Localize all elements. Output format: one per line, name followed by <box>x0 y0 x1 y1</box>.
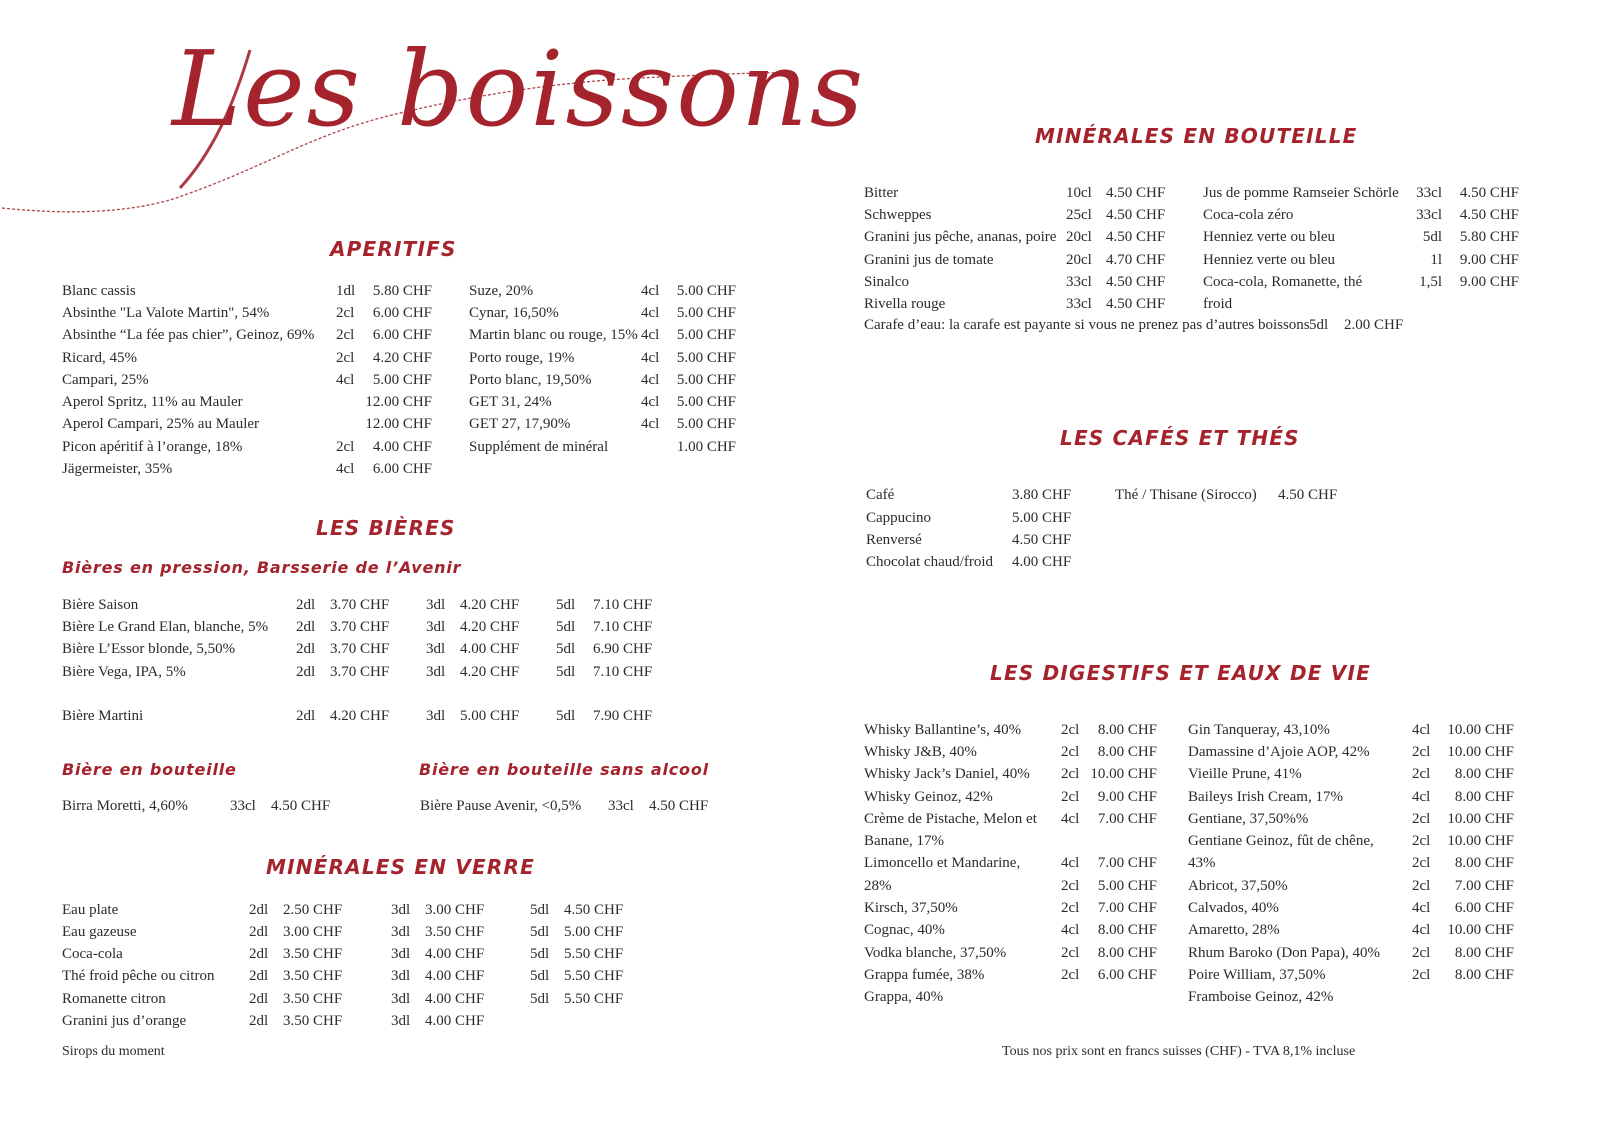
cafe-price: 4.00 CHF <box>1012 554 1072 570</box>
aperitif-price: 5.00 CHF <box>676 350 736 366</box>
digestif-qty: 4cl <box>1412 789 1431 805</box>
digestif-qty: 4cl <box>1061 922 1080 938</box>
minerale-price: 4.50 CHF <box>564 902 624 918</box>
biere-qty: 5dl <box>556 641 576 657</box>
cafe-name: Cappucino <box>866 510 931 526</box>
aperitif-price: 5.00 CHF <box>676 305 736 321</box>
biere-qty: 3dl <box>426 664 446 680</box>
biere-sans-alcool-price: 4.50 CHF <box>649 798 709 814</box>
minerale-name: Jus de pomme Ramseier Schörle <box>1203 185 1399 201</box>
aperitif-name: GET 31, 24% <box>469 394 552 410</box>
minerale-name: Thé froid pêche ou citron <box>62 968 215 984</box>
biere-qty: 2dl <box>296 641 316 657</box>
biere-price: 6.90 CHF <box>593 641 653 657</box>
digestif-name: Amaretto, 28% <box>1188 922 1280 938</box>
minerale-qty: 5dl <box>530 968 550 984</box>
digestifs-title: LES DIGESTIFS ET EAUX DE VIE <box>990 661 1371 685</box>
biere-bouteille-price: 4.50 CHF <box>271 798 331 814</box>
minerale-name: Romanette citron <box>62 991 166 1007</box>
aperitif-name: Campari, 25% <box>62 372 149 388</box>
minerale-price: 3.50 CHF <box>425 924 485 940</box>
aperitif-price: 5.00 CHF <box>676 416 736 432</box>
minerale-qty: 2dl <box>249 902 269 918</box>
digestif-qty: 4cl <box>1061 855 1080 871</box>
minerale-price: 2.50 CHF <box>283 902 343 918</box>
digestif-qty: 4cl <box>1412 922 1431 938</box>
biere-price: 3.70 CHF <box>330 597 390 613</box>
digestif-price: 8.00 CHF <box>1097 922 1157 938</box>
digestif-qty: 4cl <box>1061 811 1080 827</box>
digestif-qty: 2cl <box>1061 945 1080 961</box>
aperitif-price: 4.20 CHF <box>372 350 432 366</box>
cafe-name: Café <box>866 487 895 503</box>
minerale-qty: 2dl <box>249 968 269 984</box>
minerale-price: 4.50 CHF <box>1106 207 1166 223</box>
biere-bouteille-qty: 33cl <box>230 798 256 814</box>
aperitif-price: 5.00 CHF <box>676 372 736 388</box>
biere-qty: 2dl <box>296 619 316 635</box>
aperitif-name: Absinthe “La fée pas chier”, Geinoz, 69% <box>62 327 315 343</box>
minerale-price: 3.50 CHF <box>283 946 343 962</box>
biere-price: 7.10 CHF <box>593 664 653 680</box>
biere-name: Bière L’Essor blonde, 5,50% <box>62 641 236 657</box>
aperitif-name: Suze, 20% <box>469 283 534 299</box>
digestif-name: Calvados, 40% <box>1188 900 1279 916</box>
minerale-price: 5.50 CHF <box>564 968 624 984</box>
minerale-price: 4.00 CHF <box>425 991 485 1007</box>
digestif-name: Whisky Geinoz, 42% <box>864 789 993 805</box>
minerale-name: froid <box>1203 296 1233 312</box>
digestif-price: 10.00 CHF <box>1447 744 1514 760</box>
cafe-name: Chocolat chaud/froid <box>866 554 994 570</box>
digestif-price: 10.00 CHF <box>1447 922 1514 938</box>
digestif-name: Limoncello et Mandarine, <box>864 855 1021 871</box>
minerale-qty: 3dl <box>391 924 411 940</box>
digestif-name: Whisky Ballantine’s, 40% <box>864 722 1022 738</box>
footer-note: Tous nos prix sont en francs suisses (CHF) - TVA 8,1% incluse <box>1002 1044 1356 1059</box>
aperitif-qty: 2cl <box>336 439 355 455</box>
cafe-price: 5.00 CHF <box>1012 510 1072 526</box>
aperitif-name: Cynar, 16,50% <box>469 305 559 321</box>
the-price: 4.50 CHF <box>1278 487 1338 503</box>
digestif-qty: 2cl <box>1061 789 1080 805</box>
biere-name: Bière Le Grand Elan, blanche, 5% <box>62 619 269 635</box>
minerale-price: 9.00 CHF <box>1459 274 1519 290</box>
digestif-name: Whisky Jack’s Daniel, 40% <box>864 766 1030 782</box>
digestif-price: 8.00 CHF <box>1454 766 1514 782</box>
minerale-qty: 1l <box>1430 252 1442 268</box>
biere-name: Bière Vega, IPA, 5% <box>62 664 186 680</box>
biere-qty: 3dl <box>426 597 446 613</box>
sirops-note: Sirops du moment <box>62 1044 165 1059</box>
minerale-qty: 5dl <box>530 946 550 962</box>
digestif-name: Grappa fumée, 38% <box>864 967 985 983</box>
digestif-name: Cognac, 40% <box>864 922 945 938</box>
aperitif-name: Ricard, 45% <box>62 350 137 366</box>
digestif-price: 10.00 CHF <box>1447 811 1514 827</box>
minerale-name: Coca-cola <box>62 946 123 962</box>
aperitif-qty: 4cl <box>641 283 660 299</box>
aperitif-qty: 1dl <box>336 283 356 299</box>
minerale-qty: 2dl <box>249 946 269 962</box>
aperitif-price: 1.00 CHF <box>676 439 736 455</box>
minerale-qty: 33cl <box>1416 185 1442 201</box>
digestif-price: 8.00 CHF <box>1454 789 1514 805</box>
aperitif-name: Absinthe "La Valote Martin", 54% <box>62 305 270 321</box>
digestif-price: 8.00 CHF <box>1097 722 1157 738</box>
minerale-price: 5.80 CHF <box>1459 229 1519 245</box>
digestif-qty: 2cl <box>1412 744 1431 760</box>
aperitif-price: 5.00 CHF <box>372 372 432 388</box>
page-title: Les boissons <box>172 28 866 150</box>
cafe-name: Renversé <box>866 532 922 548</box>
aperitif-name: Aperol Spritz, 11% au Mauler <box>62 394 243 410</box>
digestif-name: Gentiane, 37,50%% <box>1188 811 1309 827</box>
bieres-bouteille-title: Bière en bouteille <box>62 760 237 779</box>
biere-name: Bière Martini <box>62 708 144 724</box>
biere-sans-alcool-qty: 33cl <box>608 798 634 814</box>
minerale-qty: 33cl <box>1066 296 1092 312</box>
digestif-price: 6.00 CHF <box>1454 900 1514 916</box>
minerales-verre-title: MINÉRALES EN VERRE <box>266 855 535 879</box>
digestif-name: Rhum Baroko (Don Papa), 40% <box>1188 945 1381 961</box>
digestif-price: 8.00 CHF <box>1454 967 1514 983</box>
minerale-qty: 5dl <box>530 991 550 1007</box>
minerale-price: 4.50 CHF <box>1106 274 1166 290</box>
biere-price: 4.20 CHF <box>460 597 520 613</box>
aperitif-qty: 2cl <box>336 327 355 343</box>
aperitif-price: 5.00 CHF <box>676 327 736 343</box>
biere-price: 7.90 CHF <box>593 708 653 724</box>
minerale-name: Rivella rouge <box>864 296 946 312</box>
biere-price: 5.00 CHF <box>460 708 520 724</box>
digestif-qty: 2cl <box>1061 766 1080 782</box>
digestif-name: Damassine d’Ajoie AOP, 42% <box>1188 744 1370 760</box>
cafes-title: LES CAFÉS ET THÉS <box>1060 426 1300 450</box>
aperitifs-title: APERITIFS <box>330 237 457 261</box>
minerale-price: 4.50 CHF <box>1459 185 1519 201</box>
biere-qty: 2dl <box>296 597 316 613</box>
minerale-price: 5.50 CHF <box>564 946 624 962</box>
minerale-qty: 10cl <box>1066 185 1092 201</box>
minerale-price: 3.00 CHF <box>283 924 343 940</box>
biere-qty: 3dl <box>426 708 446 724</box>
aperitif-qty: 4cl <box>641 350 660 366</box>
digestif-qty: 2cl <box>1412 855 1431 871</box>
digestif-name: Banane, 17% <box>864 833 944 849</box>
minerale-qty: 33cl <box>1066 274 1092 290</box>
minerale-price: 4.50 CHF <box>1106 296 1166 312</box>
digestif-name: Vodka blanche, 37,50% <box>864 945 1007 961</box>
biere-qty: 5dl <box>556 664 576 680</box>
aperitif-qty: 2cl <box>336 350 355 366</box>
aperitif-price: 12.00 CHF <box>365 394 432 410</box>
minerale-price: 4.00 CHF <box>425 1013 485 1029</box>
biere-qty: 5dl <box>556 619 576 635</box>
digestif-price: 7.00 CHF <box>1454 878 1514 894</box>
aperitif-price: 4.00 CHF <box>372 439 432 455</box>
digestif-name: Whisky J&B, 40% <box>864 744 977 760</box>
digestif-qty: 4cl <box>1412 722 1431 738</box>
biere-price: 7.10 CHF <box>593 597 653 613</box>
minerale-qty: 1,5l <box>1419 274 1442 290</box>
carafe-note: Carafe d’eau: la carafe est payante si vous ne prenez pas d’autres boissons <box>864 317 1310 333</box>
biere-qty: 3dl <box>426 641 446 657</box>
digestif-name: Poire William, 37,50% <box>1188 967 1326 983</box>
digestif-price: 8.00 CHF <box>1454 855 1514 871</box>
minerale-name: Coca-cola zéro <box>1203 207 1294 223</box>
aperitif-qty: 4cl <box>641 327 660 343</box>
digestif-price: 7.00 CHF <box>1097 811 1157 827</box>
minerale-qty: 3dl <box>391 902 411 918</box>
minerale-name: Eau gazeuse <box>62 924 137 940</box>
biere-price: 7.10 CHF <box>593 619 653 635</box>
biere-qty: 2dl <box>296 664 316 680</box>
digestif-name: 43% <box>1188 855 1216 871</box>
minerale-name: Henniez verte ou bleu <box>1203 229 1336 245</box>
digestif-name: 28% <box>864 878 892 894</box>
biere-price: 3.70 CHF <box>330 619 390 635</box>
aperitif-price: 6.00 CHF <box>372 327 432 343</box>
minerale-name: Granini jus pêche, ananas, poire <box>864 229 1057 245</box>
cafe-price: 4.50 CHF <box>1012 532 1072 548</box>
bieres-sans-alcool-title: Bière en bouteille sans alcool <box>419 760 709 779</box>
minerale-qty: 2dl <box>249 991 269 1007</box>
bieres-title: LES BIÈRES <box>316 516 456 540</box>
biere-price: 3.70 CHF <box>330 664 390 680</box>
biere-qty: 5dl <box>556 597 576 613</box>
digestif-name: Framboise Geinoz, 42% <box>1188 989 1334 1005</box>
biere-price: 4.00 CHF <box>460 641 520 657</box>
aperitif-name: Porto blanc, 19,50% <box>469 372 592 388</box>
minerale-name: Coca-cola, Romanette, thé <box>1203 274 1363 290</box>
biere-qty: 2dl <box>296 708 316 724</box>
minerale-qty: 20cl <box>1066 252 1092 268</box>
digestif-price: 9.00 CHF <box>1097 789 1157 805</box>
minerale-qty: 5dl <box>1422 229 1442 245</box>
aperitif-price: 6.00 CHF <box>372 461 432 477</box>
carafe-price: 2.00 CHF <box>1344 317 1404 333</box>
digestif-qty: 2cl <box>1061 900 1080 916</box>
digestif-price: 5.00 CHF <box>1097 878 1157 894</box>
minerale-qty: 3dl <box>391 946 411 962</box>
digestif-qty: 2cl <box>1412 945 1431 961</box>
aperitif-qty: 4cl <box>641 416 660 432</box>
digestif-price: 8.00 CHF <box>1097 744 1157 760</box>
minerale-qty: 3dl <box>391 968 411 984</box>
minerale-price: 3.50 CHF <box>283 1013 343 1029</box>
aperitif-price: 5.80 CHF <box>372 283 432 299</box>
minerale-name: Henniez verte ou bleu <box>1203 252 1336 268</box>
minerale-price: 4.50 CHF <box>1106 229 1166 245</box>
aperitif-qty: 2cl <box>336 305 355 321</box>
digestif-price: 10.00 CHF <box>1447 722 1514 738</box>
minerale-qty: 5dl <box>530 924 550 940</box>
minerale-price: 3.50 CHF <box>283 968 343 984</box>
biere-price: 4.20 CHF <box>460 619 520 635</box>
aperitif-name: Picon apéritif à l’orange, 18% <box>62 439 243 455</box>
aperitif-qty: 4cl <box>641 394 660 410</box>
the-name: Thé / Thisane (Sirocco) <box>1115 487 1257 503</box>
aperitif-price: 6.00 CHF <box>372 305 432 321</box>
digestif-qty: 2cl <box>1412 833 1431 849</box>
minerale-price: 4.70 CHF <box>1106 252 1166 268</box>
biere-sans-alcool-name: Bière Pause Avenir, <0,5% <box>420 798 582 814</box>
minerale-qty: 20cl <box>1066 229 1092 245</box>
bieres-pression-title: Bières en pression, Barsserie de l’Avenir <box>62 558 462 577</box>
aperitif-name: Porto rouge, 19% <box>469 350 575 366</box>
digestif-name: Baileys Irish Cream, 17% <box>1188 789 1343 805</box>
biere-price: 3.70 CHF <box>330 641 390 657</box>
aperitif-name: Supplément de minéral <box>469 439 609 455</box>
minerale-price: 4.50 CHF <box>1106 185 1166 201</box>
digestif-price: 10.00 CHF <box>1090 766 1157 782</box>
minerale-name: Sinalco <box>864 274 909 290</box>
digestif-name: Abricot, 37,50% <box>1188 878 1288 894</box>
digestif-qty: 2cl <box>1412 967 1431 983</box>
digestif-name: Gentiane Geinoz, fût de chêne, <box>1188 833 1374 849</box>
digestif-price: 8.00 CHF <box>1097 945 1157 961</box>
biere-bouteille-name: Birra Moretti, 4,60% <box>62 798 188 814</box>
digestif-qty: 2cl <box>1061 722 1080 738</box>
digestif-qty: 2cl <box>1412 878 1431 894</box>
minerale-price: 5.50 CHF <box>564 991 624 1007</box>
aperitif-price: 12.00 CHF <box>365 416 432 432</box>
digestif-name: Kirsch, 37,50% <box>864 900 958 916</box>
minerale-price: 4.00 CHF <box>425 968 485 984</box>
minerale-name: Granini jus d’orange <box>62 1013 187 1029</box>
biere-price: 4.20 CHF <box>330 708 390 724</box>
minerale-qty: 2dl <box>249 1013 269 1029</box>
aperitif-qty: 4cl <box>336 461 355 477</box>
minerale-name: Eau plate <box>62 902 119 918</box>
minerale-name: Schweppes <box>864 207 932 223</box>
digestif-qty: 4cl <box>1412 900 1431 916</box>
aperitif-qty: 4cl <box>641 305 660 321</box>
digestif-name: Gin Tanqueray, 43,10% <box>1188 722 1330 738</box>
carafe-qty: 5dl <box>1309 317 1329 333</box>
minerale-price: 3.50 CHF <box>283 991 343 1007</box>
digestif-price: 7.00 CHF <box>1097 900 1157 916</box>
minerale-qty: 3dl <box>391 1013 411 1029</box>
minerale-qty: 2dl <box>249 924 269 940</box>
minerale-price: 4.50 CHF <box>1459 207 1519 223</box>
aperitif-price: 5.00 CHF <box>676 283 736 299</box>
aperitif-name: GET 27, 17,90% <box>469 416 571 432</box>
digestif-name: Vieille Prune, 41% <box>1188 766 1302 782</box>
aperitif-price: 5.00 CHF <box>676 394 736 410</box>
aperitif-name: Aperol Campari, 25% au Mauler <box>62 416 260 432</box>
biere-qty: 5dl <box>556 708 576 724</box>
digestif-qty: 2cl <box>1412 811 1431 827</box>
aperitif-name: Martin blanc ou rouge, 15% <box>469 327 638 343</box>
digestif-price: 10.00 CHF <box>1447 833 1514 849</box>
minerale-name: Granini jus de tomate <box>864 252 994 268</box>
digestif-name: Grappa, 40% <box>864 989 944 1005</box>
digestif-qty: 2cl <box>1412 766 1431 782</box>
digestif-price: 6.00 CHF <box>1097 967 1157 983</box>
aperitif-qty: 4cl <box>641 372 660 388</box>
minerales-bouteille-title: MINÉRALES EN BOUTEILLE <box>1035 124 1358 148</box>
biere-name: Bière Saison <box>62 597 139 613</box>
digestif-name: Crème de Pistache, Melon et <box>864 811 1037 827</box>
cafe-price: 3.80 CHF <box>1012 487 1072 503</box>
minerale-price: 9.00 CHF <box>1459 252 1519 268</box>
digestif-qty: 2cl <box>1061 967 1080 983</box>
minerale-qty: 25cl <box>1066 207 1092 223</box>
biere-price: 4.20 CHF <box>460 664 520 680</box>
digestif-price: 8.00 CHF <box>1454 945 1514 961</box>
minerale-qty: 3dl <box>391 991 411 1007</box>
digestif-price: 7.00 CHF <box>1097 855 1157 871</box>
biere-qty: 3dl <box>426 619 446 635</box>
minerale-qty: 5dl <box>530 902 550 918</box>
minerale-price: 5.00 CHF <box>564 924 624 940</box>
minerale-price: 4.00 CHF <box>425 946 485 962</box>
minerale-name: Bitter <box>864 185 899 201</box>
aperitif-name: Jägermeister, 35% <box>62 461 173 477</box>
minerale-price: 3.00 CHF <box>425 902 485 918</box>
aperitif-qty: 4cl <box>336 372 355 388</box>
digestif-qty: 2cl <box>1061 744 1080 760</box>
digestif-qty: 2cl <box>1061 878 1080 894</box>
aperitif-name: Blanc cassis <box>62 283 136 299</box>
minerale-qty: 33cl <box>1416 207 1442 223</box>
